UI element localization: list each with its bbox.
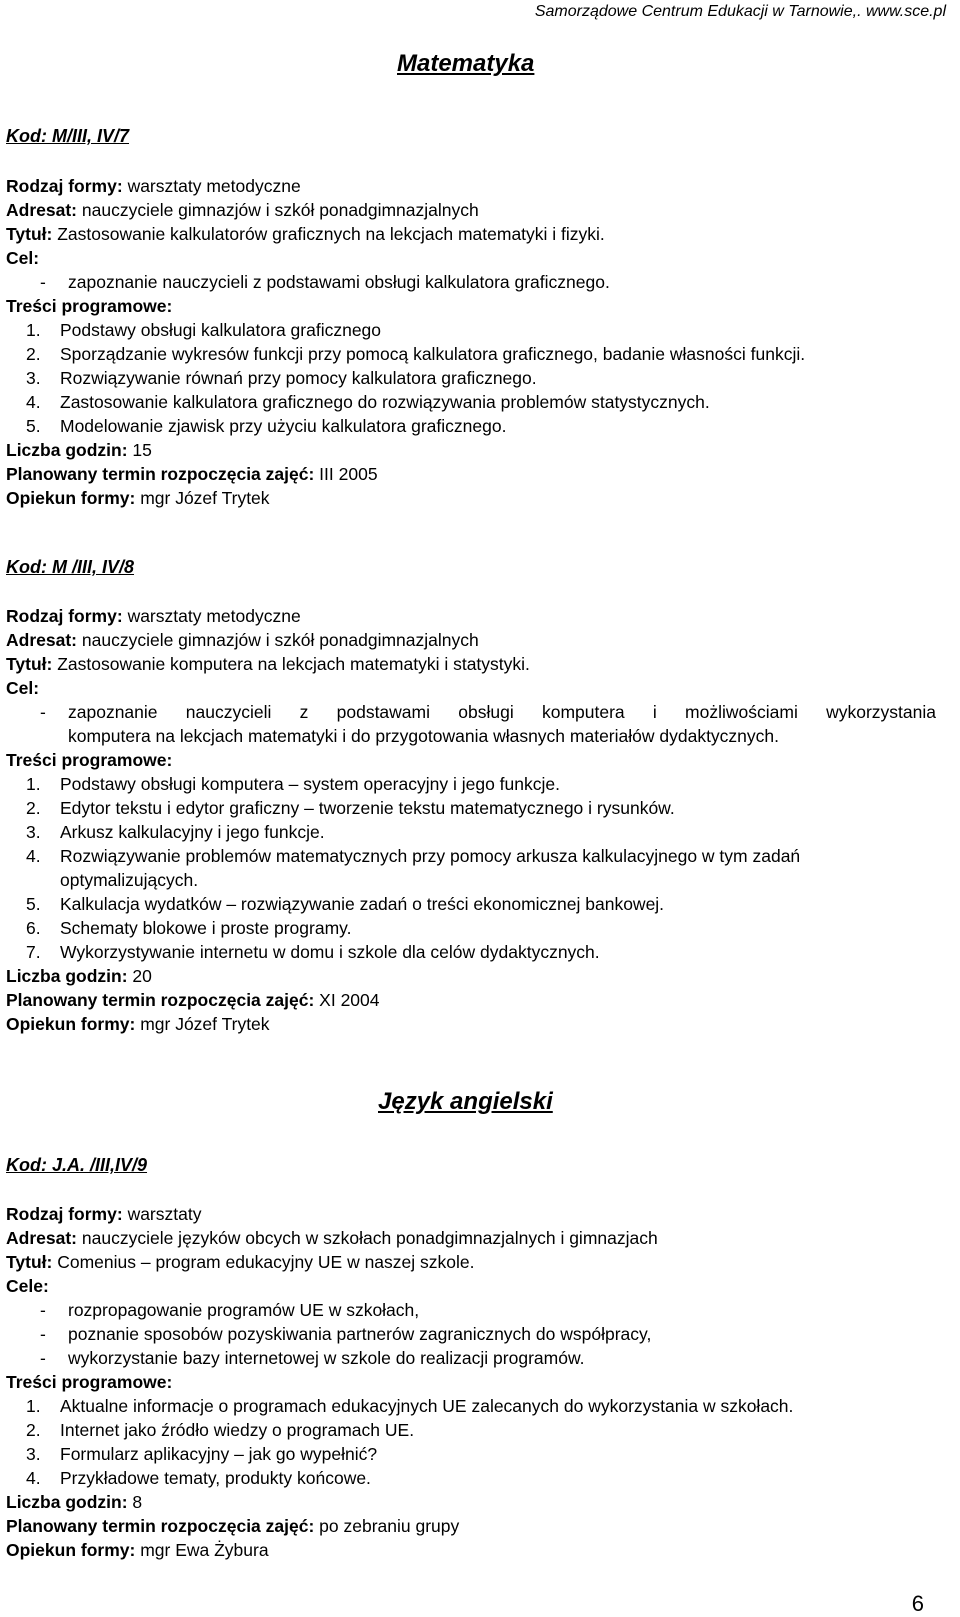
label-tytul: Tytuł: <box>6 1252 53 1272</box>
course-code: Kod: J.A. /III,IV/9 <box>6 1155 148 1175</box>
cele-item: - rozpropagowanie programów UE w szkołach, <box>40 1300 420 1320</box>
label-opiekun: Opiekun formy: <box>6 488 136 508</box>
list-item: 4. Rozwiązywanie problemów matematycznych przy pomocy arkusza kalkulacyjnego w tym zadań optymalizujących. <box>26 846 801 890</box>
list-item: 1. Podstawy obsługi komputera – system operacyjny i jego funkcje. <box>26 774 560 794</box>
value-tytul: Comenius – program edukacyjny UE w naszej szkole. <box>57 1252 475 1272</box>
label-tytul: Tytuł: <box>6 224 53 244</box>
label-rodzaj: Rodzaj formy: <box>6 606 123 626</box>
cel-item: - zapoznanie nauczycieli z podstawami obsługi komputera i możliwościami wykorzystania <box>40 702 936 722</box>
label-liczba: Liczba godzin: <box>6 440 128 460</box>
label-rodzaj: Rodzaj formy: <box>6 176 123 196</box>
value-opiekun: mgr Józef Trytek <box>140 488 270 508</box>
value-tytul: Zastosowanie kalkulatorów graficznych na lekcjach matematyki i fizyki. <box>57 224 605 244</box>
label-liczba: Liczba godzin: <box>6 1492 128 1512</box>
value-liczba: 15 <box>132 440 152 460</box>
label-termin: Planowany termin rozpoczęcia zajęć: <box>6 464 315 484</box>
course-section-3 <box>6 1202 936 1562</box>
label-adresat: Adresat: <box>6 200 77 220</box>
label-termin: Planowany termin rozpoczęcia zajęć: <box>6 990 315 1010</box>
value-termin: po zebraniu grupy <box>319 1516 460 1536</box>
label-opiekun: Opiekun formy: <box>6 1540 136 1560</box>
value-adresat: nauczyciele gimnazjów i szkół ponadgimnazjalnych <box>81 200 479 220</box>
value-rodzaj: warsztaty metodyczne <box>127 606 301 626</box>
cele-item: - wykorzystanie bazy internetowej w szkole do realizacji programów. <box>40 1348 585 1368</box>
list-item: 5. Modelowanie zjawisk przy użyciu kalkulatora graficznego. <box>26 416 507 436</box>
label-adresat: Adresat: <box>6 630 77 650</box>
value-opiekun: mgr Ewa Żybura <box>140 1540 269 1560</box>
list-item: 5. Kalkulacja wydatków – rozwiązywanie zadań o treści ekonomicznej bankowej. <box>26 894 665 914</box>
label-tytul: Tytuł: <box>6 654 53 674</box>
label-opiekun: Opiekun formy: <box>6 1014 136 1034</box>
list-item: 3. Rozwiązywanie równań przy pomocy kalkulatora graficznego. <box>26 368 537 388</box>
value-tytul: Zastosowanie komputera na lekcjach matematyki i statystyki. <box>57 654 530 674</box>
value-rodzaj: warsztaty metodyczne <box>127 176 301 196</box>
label-liczba: Liczba godzin: <box>6 966 128 986</box>
label-rodzaj: Rodzaj formy: <box>6 1204 123 1224</box>
course-code: Kod: M /III, IV/8 <box>6 557 135 577</box>
label-cele: Cele: <box>6 1276 49 1296</box>
label-tresci: Treści programowe: <box>6 1372 173 1392</box>
list-item: 3. Arkusz kalkulacyjny i jego funkcje. <box>26 822 325 842</box>
label-termin: Planowany termin rozpoczęcia zajęć: <box>6 1516 315 1536</box>
course-section-1 <box>6 174 936 510</box>
list-item: 2. Sporządzanie wykresów funkcji przy pomocą kalkulatora graficznego, badanie własności funkcji. <box>26 344 806 364</box>
list-item: 1. Podstawy obsługi kalkulatora graficznego <box>26 320 382 340</box>
label-adresat: Adresat: <box>6 1228 77 1248</box>
list-item: 1. Aktualne informacje o programach edukacyjnych UE zalecanych do wykorzystania w szkołach. <box>26 1396 794 1416</box>
value-adresat: nauczyciele gimnazjów i szkół ponadgimnazjalnych <box>81 630 479 650</box>
label-tresci: Treści programowe: <box>6 750 173 770</box>
value-termin: XI 2004 <box>319 990 380 1010</box>
value-liczba: 8 <box>132 1492 143 1512</box>
list-item: 4. Zastosowanie kalkulatora graficznego do rozwiązywania problemów statystycznych. <box>26 392 710 412</box>
value-liczba: 20 <box>132 966 152 986</box>
value-termin: III 2005 <box>319 464 378 484</box>
list-item: 4. Przykładowe tematy, produkty końcowe. <box>26 1468 371 1488</box>
list-item: 2. Edytor tekstu i edytor graficzny – tworzenie tekstu matematycznego i rysunków. <box>26 798 675 818</box>
label-cel: Cel: <box>6 678 40 698</box>
cel-item: - zapoznanie nauczycieli z podstawami obsługi kalkulatora graficznego. <box>40 272 610 292</box>
list-item: 7. Wykorzystywanie internetu w domu i szkole dla celów dydaktycznych. <box>26 942 600 962</box>
value-adresat: nauczyciele języków obcych w szkołach ponadgimnazjalnych i gimnazjach <box>81 1228 658 1248</box>
list-item: 6. Schematy blokowe i proste programy. <box>26 918 352 938</box>
course-code: Kod: M/III, IV/7 <box>6 126 130 146</box>
course-section-2 <box>6 604 936 1036</box>
cele-item: - poznanie sposobów pozyskiwania partnerów zagranicznych do współpracy, <box>40 1324 652 1344</box>
subject-title-matematyka: Matematyka <box>397 50 535 77</box>
page-header: Samorządowe Centrum Edukacji w Tarnowie,. www.sce.pl <box>534 3 946 20</box>
list-item: 3. Formularz aplikacyjny – jak go wypełnić? <box>26 1444 378 1464</box>
value-rodzaj: warsztaty <box>127 1204 202 1224</box>
subject-title-jezyk-angielski: Język angielski <box>378 1088 553 1115</box>
label-cel: Cel: <box>6 248 40 268</box>
label-tresci: Treści programowe: <box>6 296 173 316</box>
list-item: 2. Internet jako źródło wiedzy o programach UE. <box>26 1420 415 1440</box>
value-opiekun: mgr Józef Trytek <box>140 1014 270 1034</box>
page-number: 6 <box>911 1591 924 1616</box>
cel-item-continued: komputera na lekcjach matematyki i do przygotowania własnych materiałów dydaktycznych. <box>68 726 780 746</box>
